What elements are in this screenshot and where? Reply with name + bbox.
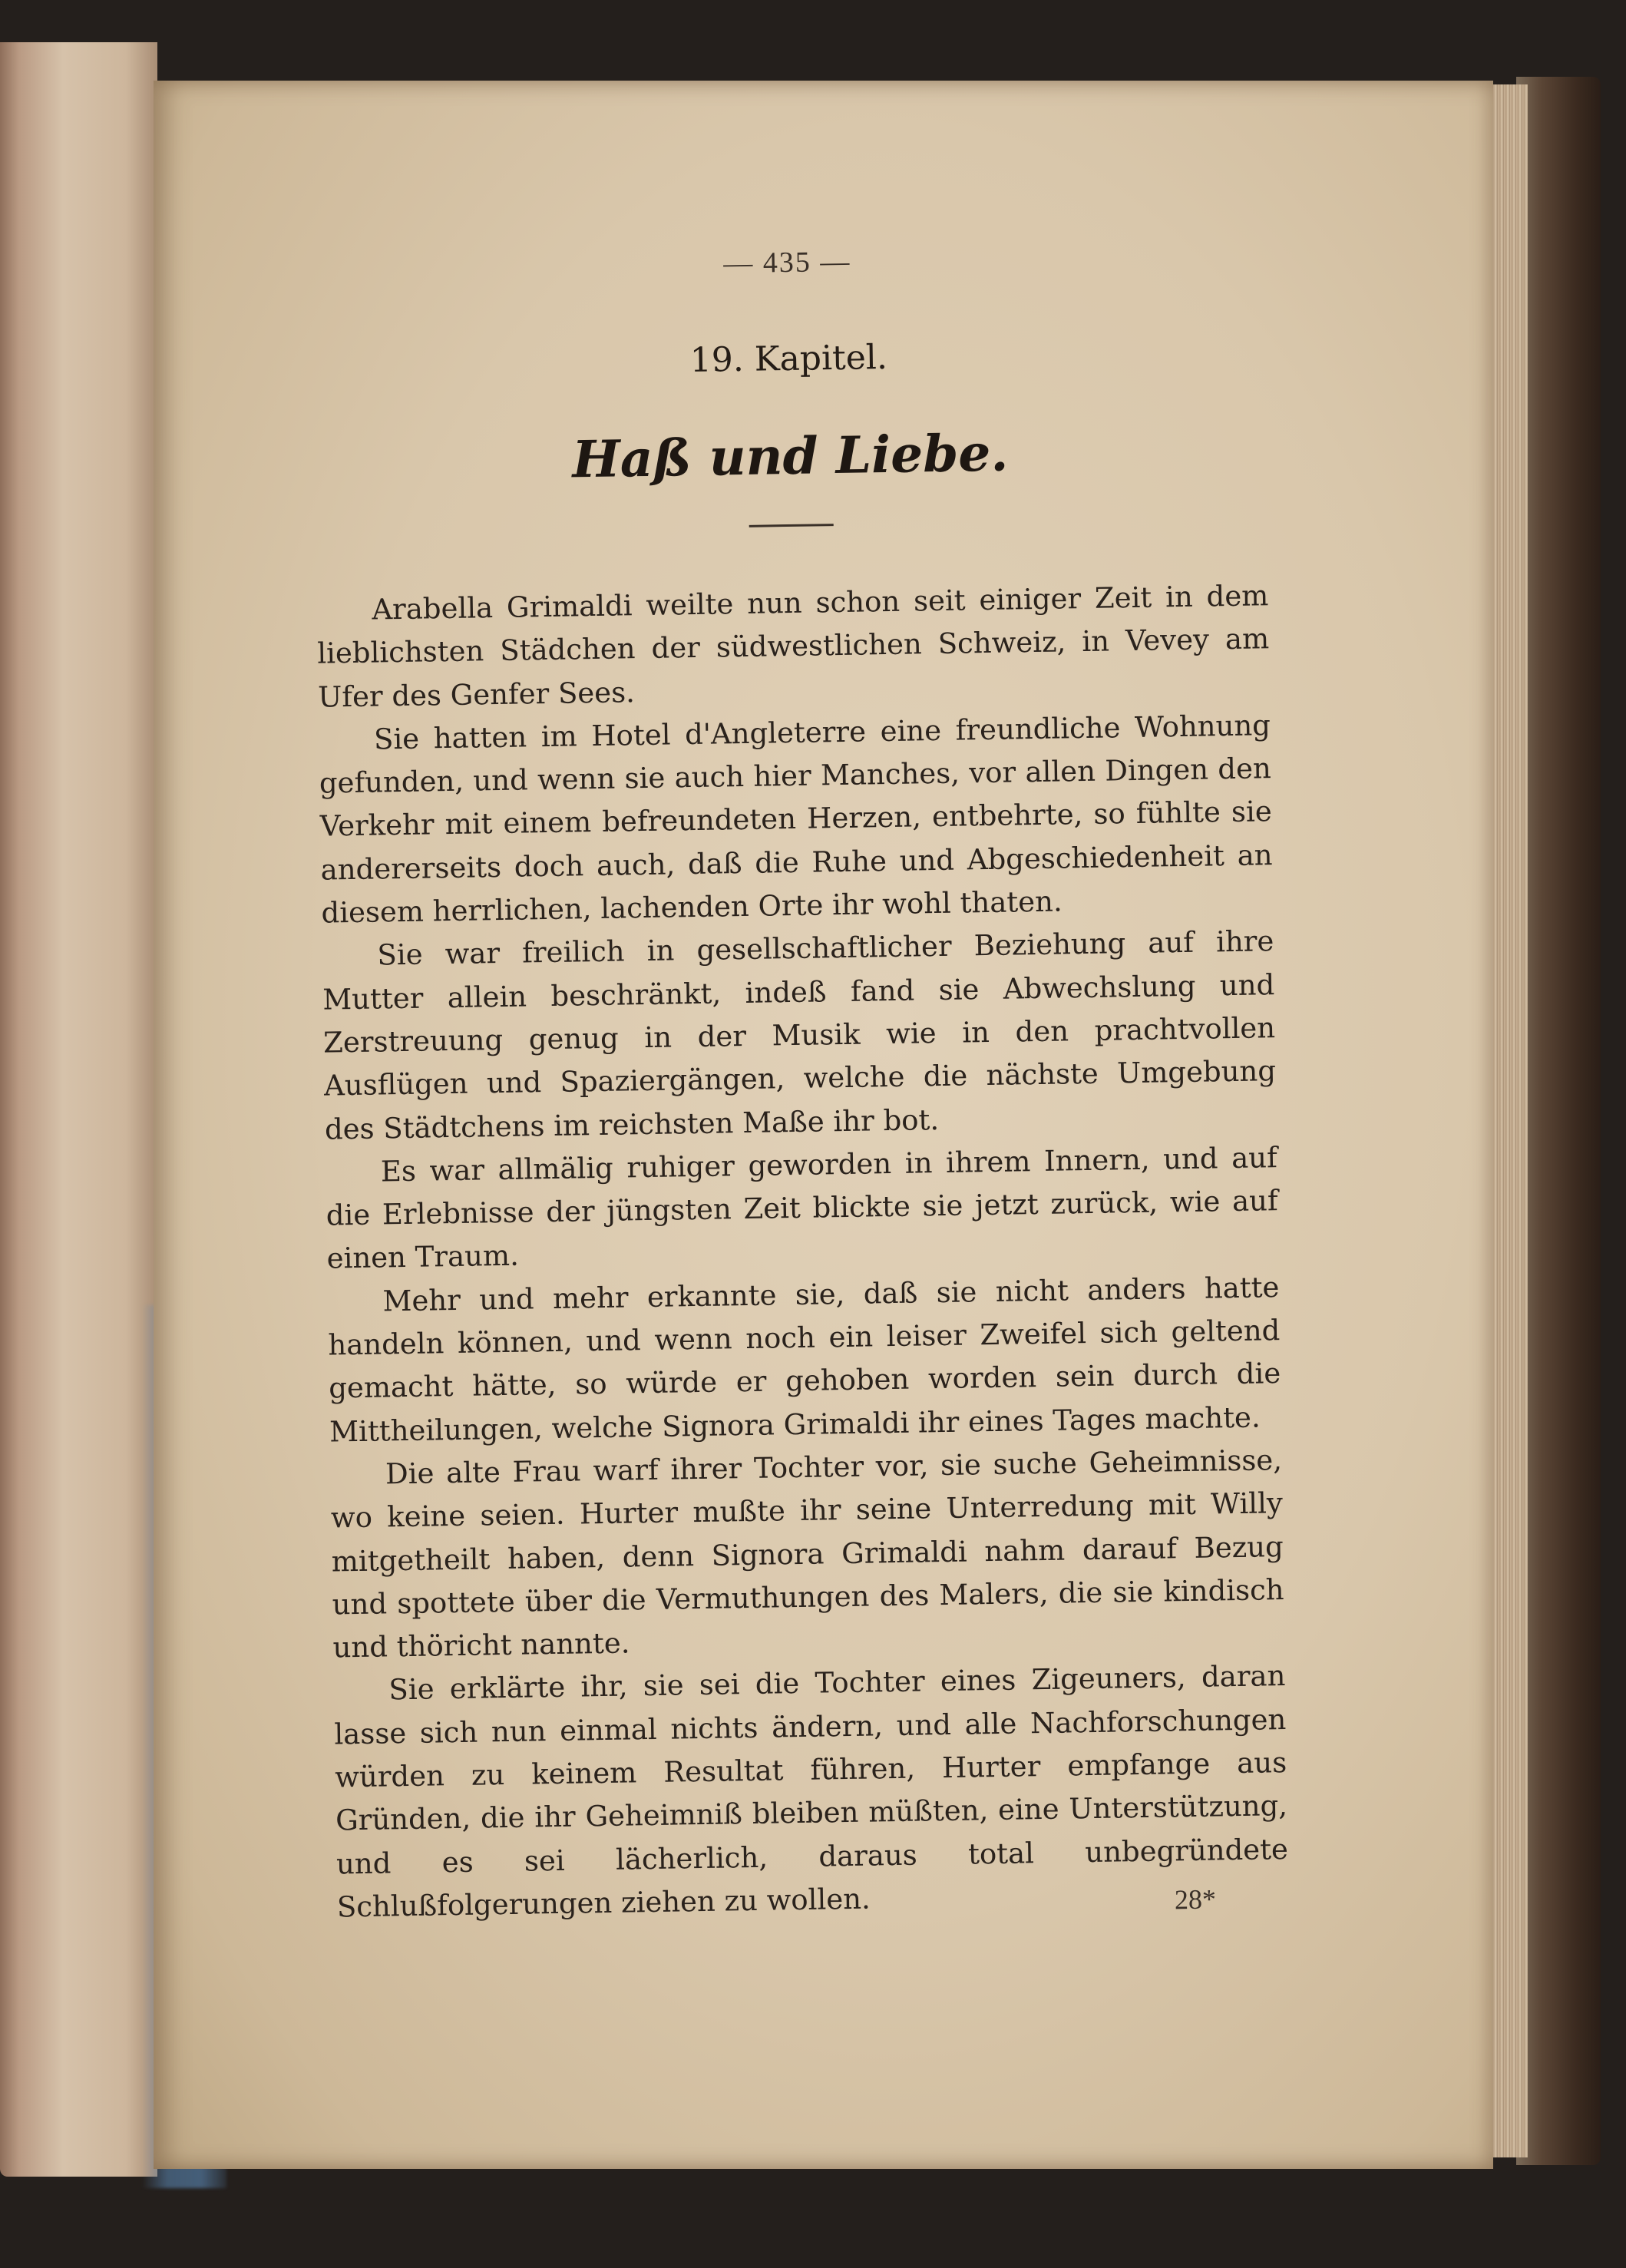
paragraph: Sie erklärte ihr, sie sei die Tochter eines Zigeuners, daran lasse sich nun einmal nichts ändern, und alle Nachforschungen würden zu keinem Resultat führen, Hurter empfange aus Gründen, die ihr Geheimniß bleiben müßten, eine Unterstützung, und es sei lächerlich, daraus total unbegründete Schlußfolgerungen ziehen zu wollen. — [334, 1659, 1289, 1924]
paragraph: Es war allmälig ruhiger geworden in ihrem Innern, und auf die Erlebnisse der jüngsten Zeit blickte sie jetzt zurück, wie auf einen Traum. — [326, 1140, 1278, 1276]
paragraph: Sie hatten im Hotel d'Angleterre eine freundliche Wohnung gefunden, und wenn sie auch hier Manches, vor allen Dingen den Verkehr mit einem befreundeten Herzen, entbehrte, so fühlte sie andererseits doch auch, daß die Ruhe und Abgeschiedenheit an diesem herrlichen, lachenden Orte ihr wohl thaten. — [319, 709, 1273, 930]
body-text — [316, 574, 1289, 1929]
paragraph: Arabella Grimaldi weilte nun schon seit einiger Zeit in dem lieblichsten Städchen der südwestlichen Schweiz, in Vevey am Ufer des Genfer Sees. — [316, 579, 1270, 714]
previous-page-edge — [0, 42, 157, 2177]
paragraph: Die alte Frau warf ihrer Tochter vor, sie suche Geheimnisse, wo keine seien. Hurter mußte ihr seine Unterredung mit Willy mitgetheilt haben, denn Signora Grimaldi nahm darauf Bezug und spottete über die Vermuthungen des Malers, die sie kindisch und thöricht nannte. — [330, 1443, 1284, 1665]
title-rule — [749, 524, 834, 527]
page-content — [311, 238, 1289, 1929]
paragraph: Sie war freilich in gesellschaftlicher Beziehung auf ihre Mutter allein beschränkt, indeß fand sie Abwechslung und Zerstreuung genug in der Musik wie in den prachtvollen Ausflügen und Spaziergängen, welche die nächste Umgebung des Städtchens im reichsten Maße ihr bot. — [322, 924, 1277, 1146]
last-paragraph-wrap — [333, 1655, 1289, 1929]
book-page — [154, 81, 1493, 2169]
chapter-number: 19. Kapitel. — [689, 337, 888, 380]
chapter-title: Haß und Liebe. — [571, 422, 1009, 490]
page-signature: 28* — [1174, 1883, 1217, 1916]
book-cover-edge — [1516, 77, 1601, 2165]
page-number: — 435 — — [723, 245, 851, 280]
paragraph: Mehr und mehr erkannte sie, daß sie nicht anders hatte handeln können, und wenn noch ein leiser Zweifel sich geltend gemacht hätte, so würde er gehoben worden sein durch die Mittheilungen, welche Signora Grimaldi ihr eines Tages machte. — [328, 1270, 1281, 1449]
